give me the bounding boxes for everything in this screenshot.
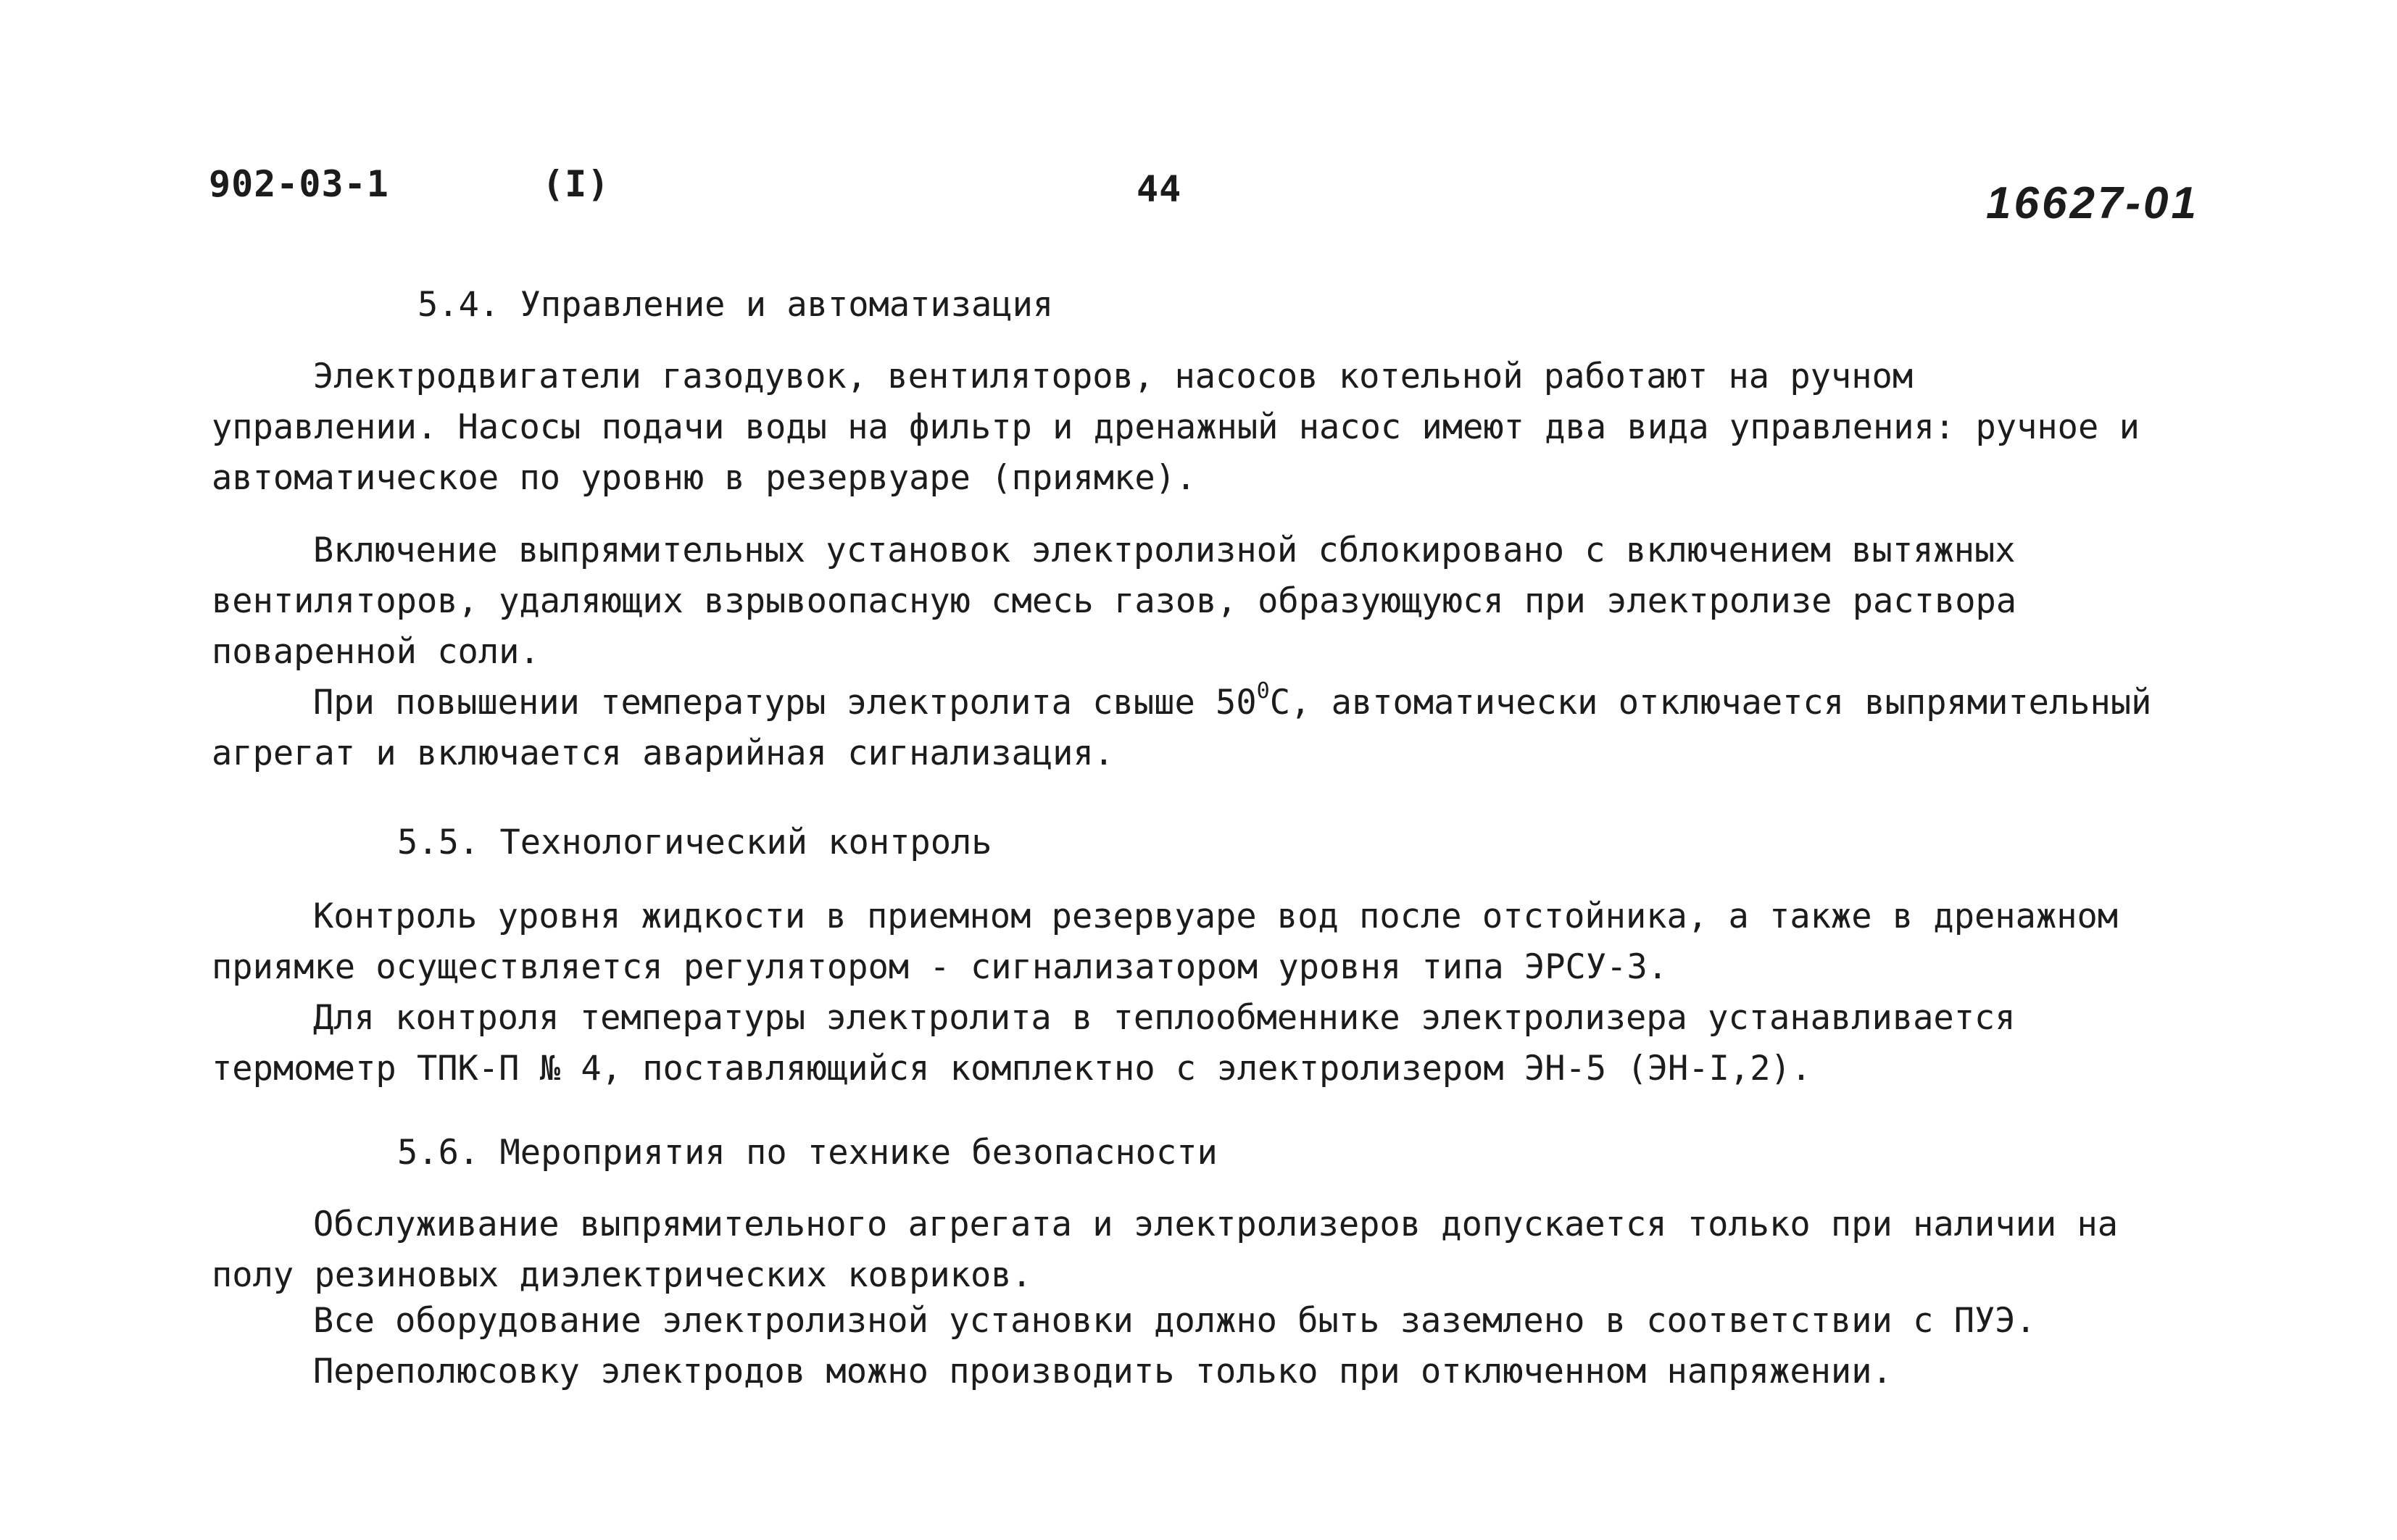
paragraph-text: При повышении температуры электролита свыше 50 xyxy=(313,683,1257,723)
volume-number: (I) xyxy=(542,163,610,205)
section-title-5-4: 5.4. Управление и автоматизация xyxy=(417,285,1054,325)
section-title-5-6: 5.6. Мероприятия по технике безопасности xyxy=(397,1133,1218,1173)
paragraph xyxy=(212,1199,2154,1301)
document-code: 902-03-1 xyxy=(209,163,389,205)
paragraph: Переполюсовку электродов можно производить только при отключенном напряжении. xyxy=(313,1352,1893,1391)
paragraph-text: Обслуживание выпрямительного агрегата и электролизеров допускается только при наличии на полу резиновых диэлектрических ковриков. xyxy=(212,1204,2119,1295)
paragraph xyxy=(212,993,2154,1094)
page-number: 44 xyxy=(1137,168,1182,210)
archive-stamp: 16627-01 xyxy=(1986,178,2200,228)
paragraph xyxy=(212,891,2154,993)
paragraph-text: Для контроля температуры электролита в теплообменнике электролизера устанавливается термометр ТПК-П № 4, поставляющийся комплектно с электролизером ЭН-5 (ЭН-I,2). xyxy=(212,998,2016,1089)
paragraph-text: Контроль уровня жидкости в приемном резервуаре вод после отстойника, а также в дренажном приямке осуществляется регулятором - сигнализатором уровня типа ЭРСУ-3. xyxy=(212,896,2119,987)
paragraph: Все оборудование электролизной установки должно быть заземлено в соответствии с ПУЭ. xyxy=(313,1301,2036,1341)
paragraph xyxy=(212,351,2154,504)
paragraph-text: С, автоматически отключается выпрямительный агрегат и включается аварийная сигнализация. xyxy=(212,683,2152,773)
section-title-5-5: 5.5. Технологический контроль xyxy=(397,823,992,862)
paragraph xyxy=(212,678,2154,779)
paragraph xyxy=(212,525,2154,678)
paragraph-text: Включение выпрямительных установок электролизной сблокировано с включением вытяжных вентиляторов, удаляющих взрывоопасную смесь газов, образующуюся при электролизе раствора поваренной соли. xyxy=(212,530,2017,672)
paragraph-text: Электродвигатели газодувок, вентиляторов, насосов котельной работают на ручном управлении. Насосы подачи воды на фильтр и дренажный насос имеют два вида управления: ручное и автоматическое по уровню в резервуаре (приямке). xyxy=(212,357,2140,498)
degree-superscript: 0 xyxy=(1256,678,1270,704)
